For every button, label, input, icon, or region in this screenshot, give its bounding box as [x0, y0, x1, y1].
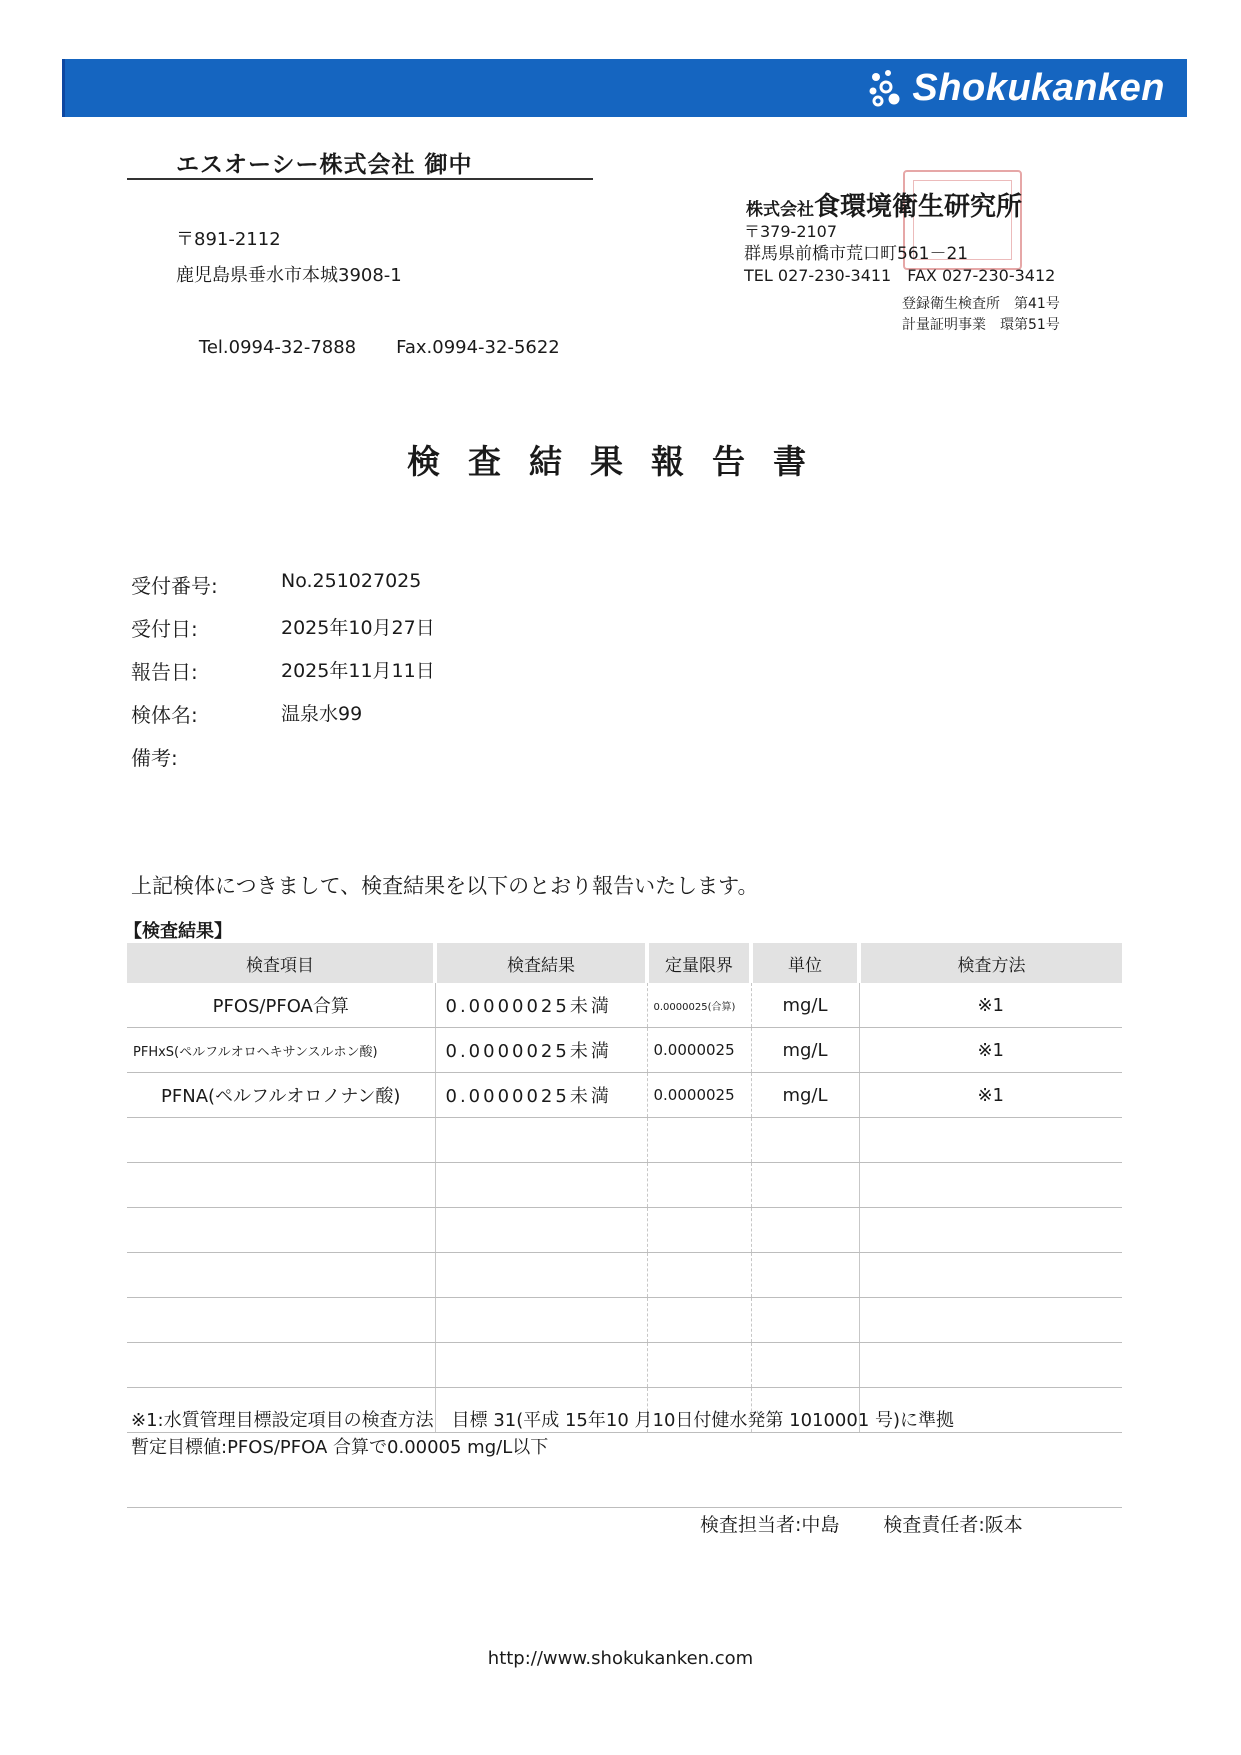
cell-result: 0.0000025未満 [435, 983, 647, 1028]
info-row [131, 656, 435, 699]
document-title: 検査結果報告書 [407, 442, 834, 481]
cell-limit: 0.0000025 [647, 1028, 751, 1073]
issuer-company-name: 食環境衛生研究所 [814, 192, 1023, 222]
cell-result: 0.0000025未満 [435, 1073, 647, 1118]
recipient-underline [127, 178, 593, 180]
issuer-company [746, 186, 1022, 223]
footer-url: http://www.shokukanken.com [487, 1648, 754, 1669]
cell-unit: mg/L [751, 983, 859, 1028]
cell-method: ※1 [859, 1073, 1122, 1118]
recipient-contact [176, 294, 560, 402]
recipient-fax: Fax.0994-32-5622 [396, 337, 560, 358]
info-value: 温泉水99 [281, 703, 363, 725]
table-row-empty [127, 1163, 1122, 1208]
signers [700, 1510, 1023, 1537]
header-unit: 単位 [751, 943, 859, 983]
header-limit: 定量限界 [647, 943, 751, 983]
cell-unit: mg/L [751, 1073, 859, 1118]
table-row-empty [127, 1253, 1122, 1298]
section-label: 【検査結果】 [124, 921, 232, 942]
info-row [131, 742, 435, 785]
info-label: 検体名: [131, 703, 198, 727]
issuer-registration-2: 計量証明事業 環第51号 [902, 317, 1060, 333]
info-label: 報告日: [131, 660, 198, 684]
cell-item: PFOS/PFOA合算 [127, 983, 435, 1028]
issuer-fax: FAX 027-230-3412 [907, 266, 1056, 285]
info-label: 受付番号: [131, 574, 218, 598]
issuer-contact [744, 265, 1055, 287]
table-row-empty [127, 1343, 1122, 1388]
cell-result: 0.0000025未満 [435, 1028, 647, 1073]
table-row [127, 1073, 1122, 1118]
issuer-address: 群馬県前橋市荒口町561－21 [744, 244, 969, 264]
cell-limit: 0.0000025(合算) [647, 983, 751, 1028]
inspector-name: 検査担当者:中島 [700, 1514, 840, 1536]
info-label: 備考: [131, 746, 178, 770]
molecule-logo-icon [864, 67, 906, 109]
header-method: 検査方法 [859, 943, 1122, 983]
header-banner [62, 59, 1187, 117]
cell-limit: 0.0000025 [647, 1073, 751, 1118]
table-row-empty [127, 1118, 1122, 1163]
table-header-row [127, 943, 1122, 983]
cell-method: ※1 [859, 983, 1122, 1028]
info-value: No.251027025 [281, 570, 422, 592]
info-row [131, 699, 435, 742]
intro-text: 上記検体につきまして、検査結果を以下のとおり報告いたします。 [131, 874, 759, 898]
info-row [131, 570, 435, 613]
issuer-postal: 〒379-2107 [744, 222, 838, 241]
header-item: 検査項目 [127, 943, 435, 983]
issuer-details [744, 221, 1055, 287]
report-info [131, 570, 435, 785]
table-row-empty [127, 1298, 1122, 1343]
note-line-1: ※1:水質管理目標設定項目の検査方法 目標 31(平成 15年10 月10日付健水発第 1010001 号)に準拠 [131, 1410, 955, 1431]
brand-name: Shokukanken [912, 66, 1165, 109]
issuer-tel: TEL 027-230-3411 [744, 266, 892, 285]
issuer-registration-1: 登録衛生検査所 第41号 [902, 296, 1060, 312]
responsible-name: 検査責任者:阪本 [883, 1514, 1023, 1536]
recipient-details [176, 222, 560, 402]
method-notes [131, 1407, 954, 1461]
info-value: 2025年10月27日 [281, 617, 435, 639]
issuer-company-prefix: 株式会社 [746, 200, 814, 220]
recipient-name: エスオーシー株式会社 御中 [176, 152, 473, 178]
cell-item: PFHxS(ペルフルオロヘキサンスルホン酸) [127, 1028, 435, 1073]
recipient-postal: 〒891-2112 [176, 229, 281, 250]
results-table [127, 943, 1122, 1433]
info-value: 2025年11月11日 [281, 660, 435, 682]
info-label: 受付日: [131, 617, 198, 641]
cell-method: ※1 [859, 1028, 1122, 1073]
table-row [127, 1028, 1122, 1073]
issuer-registrations [902, 294, 1060, 336]
table-row [127, 983, 1122, 1028]
recipient-tel: Tel.0994-32-7888 [198, 337, 357, 358]
table-row-empty [127, 1208, 1122, 1253]
signature-divider [127, 1507, 1122, 1508]
cell-item: PFNA(ペルフルオロノナン酸) [127, 1073, 435, 1118]
recipient-address: 鹿児島県垂水市本城3908-1 [176, 265, 402, 286]
info-row [131, 613, 435, 656]
note-line-2: 暫定目標値:PFOS/PFOA 合算で0.00005 mg/L以下 [131, 1437, 549, 1458]
header-result: 検査結果 [435, 943, 647, 983]
cell-unit: mg/L [751, 1028, 859, 1073]
brand-logo [864, 65, 1165, 111]
